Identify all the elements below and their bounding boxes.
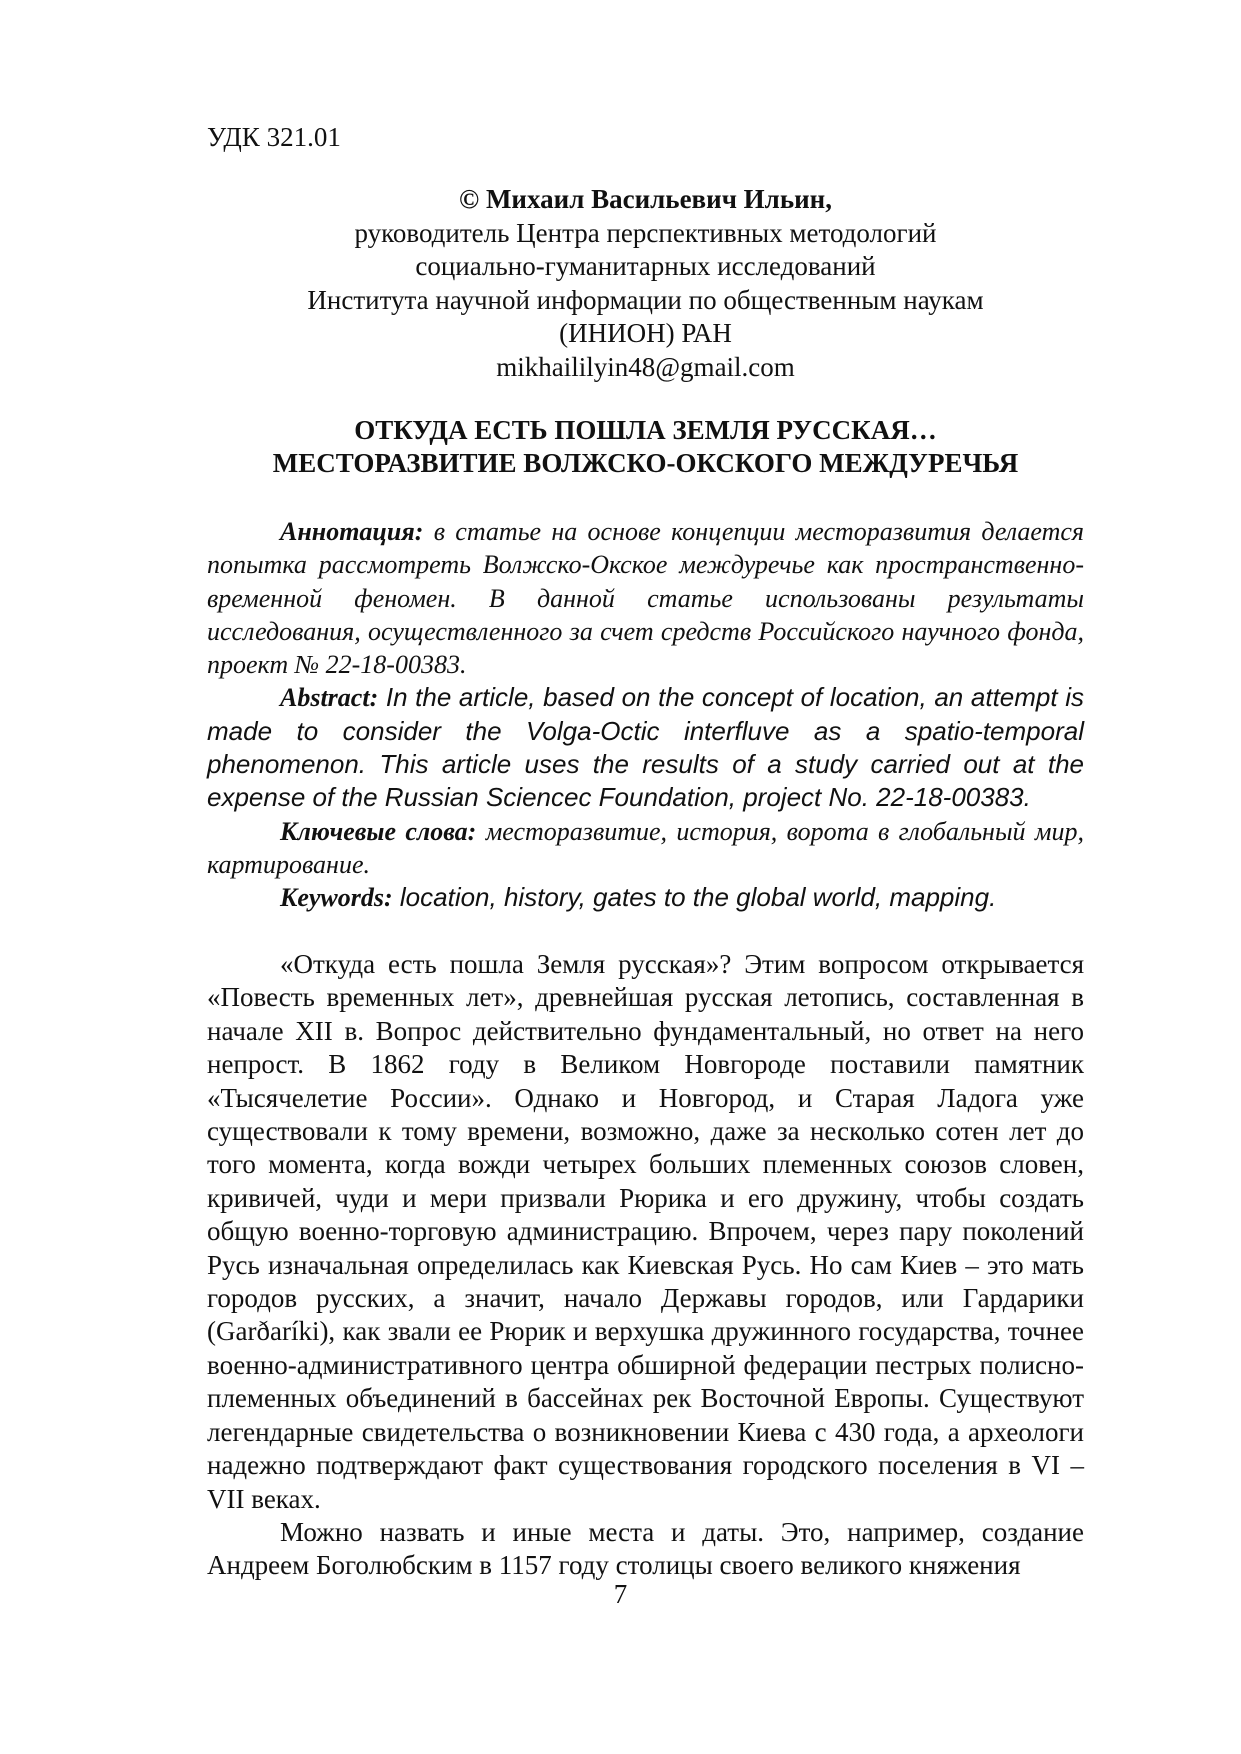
article-title [207,414,1084,480]
author-email: mikhaililyin48@gmail.com [496,351,795,382]
annotation-label: Аннотация: [280,517,424,546]
keywords-en-label: Keywords: [280,883,393,913]
article-body [207,948,1084,1583]
abstract-paragraph [207,681,1084,814]
author-affiliation-line: (ИНИОН) РАН [559,318,732,348]
keywords-en-text: location, history, gates to the global world, mapping. [392,882,997,913]
article-title-line: МЕСТОРАЗВИТИЕ ВОЛЖСКО-ОКСКОГО МЕЖДУРЕЧЬЯ [272,448,1019,478]
keywords-ru-label: Ключевые слова: [280,816,477,846]
author-affiliation-line: руководитель Центра перспективных методологий [354,217,937,248]
annotation-text: в статье на основе концепции месторазвития делается попытка рассмотреть Волжско-Окское междуречье как пространственно-временной феномен. В данной статье использованы результаты исследования, осуществленного за счет средств Российского научного фонда, проект № 22-18-00383. [207,517,1084,680]
udk-code: УДК 321.01 [207,122,341,152]
article-title-line: ОТКУДА ЕСТЬ ПОШЛА ЗЕМЛЯ РУССКАЯ… [354,415,937,445]
abstract-label: Abstract: [280,683,379,713]
annotation-paragraph [207,515,1084,681]
abstract-text: In the article, based on the concept of location, an attempt is made to consider the Volga-Octic interfluve as a spatio-temporal phenomenon. This article uses the results of a study carried out at the expense of the Russian Sciencec Foundation, project No. 22-18-00383. [207,682,1084,813]
article-meta [207,515,1084,915]
body-paragraph: «Откуда есть пошла Земля русская»? Этим вопросом открывается «Повесть временных лет», древнейшая русская летопись, составленная в начале XII в. Вопрос действительно фундаментальный, но ответ на него непрост. В 1862 году в Великом Новгороде поставили памятник «Тысячелетие России». Однако и Новгород, и Старая Ладога уже существовали к тому времени, возможно, даже за несколько сотен лет до того момента, когда вожди четырех больших племенных союзов словен, кривичей, чуди и мери призвали Рюрика и его дружину, чтобы создать общую военно-торговую администрацию. Впрочем, через пару поколений Русь изначальная определилась как Киевская Русь. Но сам Киев – это мать городов русских, а значит, начало Державы городов, или Гардарики (Garðaríki), как звали ее Рюрик и верхушка дружинного государства, точнее военно-административного центра обширной федерации пестрых полисно-племенных объединений в бассейнах рек Восточной Европы. Существуют легендарные свидетельства о возникновении Киева с 430 года, а археологи надежно подтверждают факт существования городского поселения в VI – VII веках. [207,949,1084,1514]
keywords-ru-text: месторазвитие, история, ворота в глобальный мир, картирование. [207,816,1084,879]
author-block [207,183,1084,384]
author-affiliation-line: социально-гуманитарных исследований [415,251,876,281]
page-number: 7 [613,1579,628,1609]
keywords-en-paragraph [207,881,1084,914]
body-paragraph: Можно назвать и иные места и даты. Это, например, создание Андреем Боголюбским в 1157 году столицы своего великого княжения [207,1516,1084,1581]
author-name: © Михаил Васильевич Ильин, [459,184,832,214]
author-affiliation-line: Института научной информации по общественным наукам [307,284,984,315]
keywords-ru-paragraph [207,815,1084,882]
